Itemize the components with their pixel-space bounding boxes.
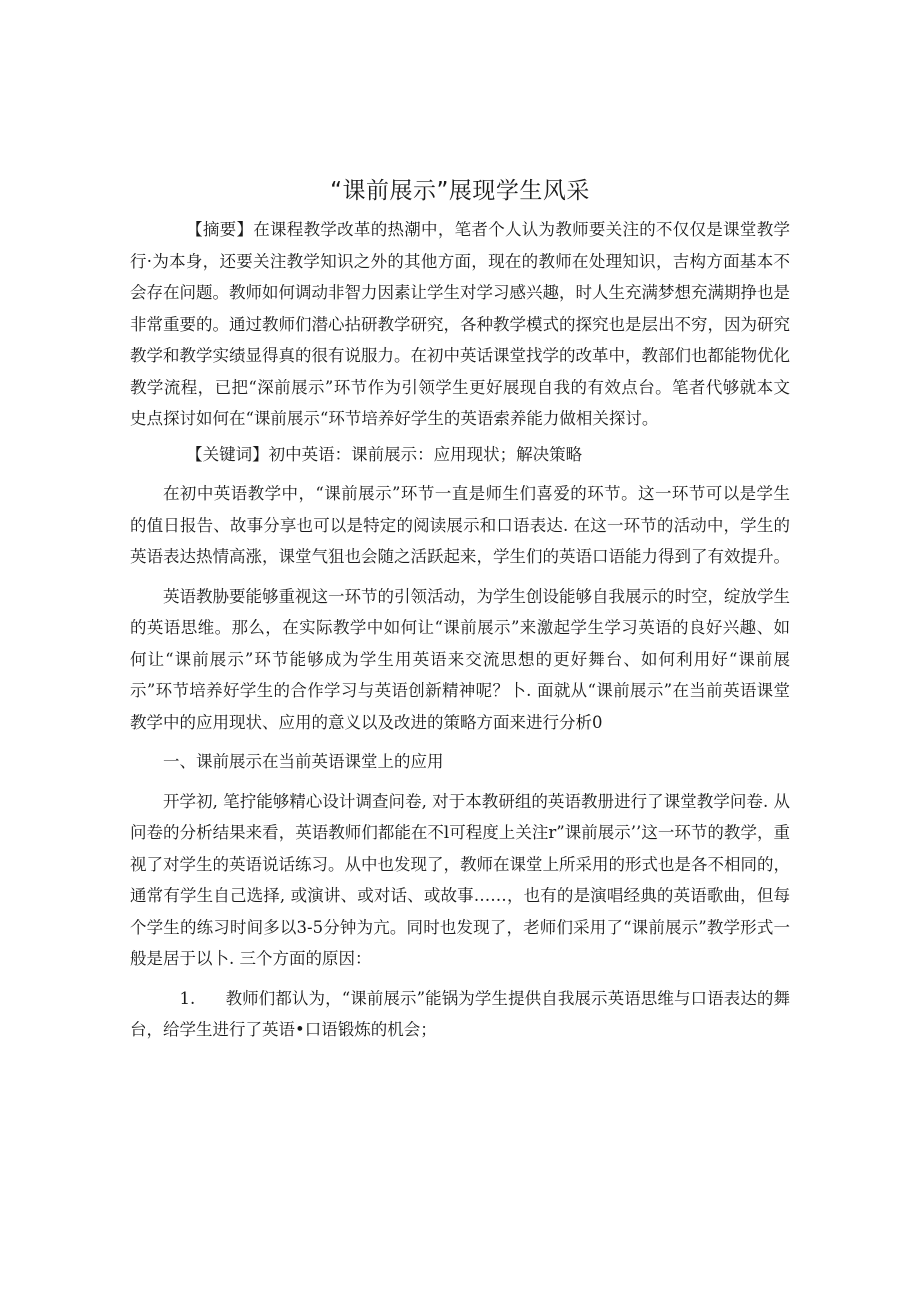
list-item-1-number: 1. <box>179 988 196 1008</box>
keywords-paragraph: 【关键词】初中英语：课前展示：应用现状；解决策略 <box>186 444 583 464</box>
document-body <box>130 172 790 1046</box>
list-item-1-text: 教师们都认为，“课前展示”能锅为学生提供自我展示英语思维与口语表达的舞台，给学生进行了英语•口语锻炼的机会； <box>130 988 790 1039</box>
section-1-heading: 一、课前展示在当前英语课堂上的应用 <box>163 752 444 771</box>
abstract-paragraph: 【摘要】在课程教学改革的热潮中，笔者个人认为教师要关注的不仅仅是课堂教学行·为本身，还要关注教学知识之外的其他方面，现在的教师在处理知识，吉构方面基本不会存在问题。教师如何调动非智力因素让学生对学习感兴趣，时人生充满梦想充满期挣也是非常重要的。通过教师们潜心拈研教学研究，各种教学模式的探究也是层出不穷，因为研究教学和教学实绩显得真的很有说服力。在初中英话课堂找学的改革中，教部们也都能物优化教学流程，已把“深前展示”环节作为引领学生更好展现自我的有效点台。笔者代够就本文史点探讨如何在“课前展示“环节培养好学生的英语索养能力做相关探讨。 <box>130 220 790 428</box>
document-title: “课前展示”展现学生风采 <box>330 178 590 204</box>
section-1-paragraph: 开学初, 笔拧能够精心设计调查问卷, 对于本教研组的英语教册进行了课堂教学问卷. 从问卷的分析结果来看，英语教师们都能在不l可程度上关注r”课前展示’’这一环节的教学，重视了对学生的英语说话练习。从中也发现了，教师在课堂上所采用的形式也是各不相同的，通常有学生自己选择, 或演讲、或对话、或故事……，也有的是演唱经典的英语歌曲，但每个学生的练习时间多以3-5分钟为亢。同时也发现了，老师们采用了“课前展示”教学形式一般是居于以卜. 三个方面的原因： <box>130 791 790 968</box>
intro-paragraph-1: 在初中英语教学中，“课前展示”环节一直是师生们喜爱的环节。这一环节可以是学生的值日报告、故事分享也可以是特定的阅读展示和口语表达. 在这一环节的活动中，学生的英语表达热情高涨，课堂气狙也会随之活跃起来，学生们的英语口语能力得到了有效提升。 <box>130 484 790 566</box>
list-item-1 <box>130 983 790 1046</box>
intro-paragraph-2: 英语教胁要能够重视这一环节的引领活动，为学生创设能够自我展示的时空，绽放学生的英语思维。那么，在实际教学中如何让“课前展示”来激起学生学习英语的良好兴趣、如何让“课前展示”环节能够成为学生用英语来交流思想的更好舞台、如何利用好“课前展示”环节培养好学生的合作学习与英语创新精神呢？卜. 面就从“课前展示”在当前英语课堂教学中的应用现状、应用的意义以及改进的策略方面来进行分析0 <box>130 586 790 732</box>
